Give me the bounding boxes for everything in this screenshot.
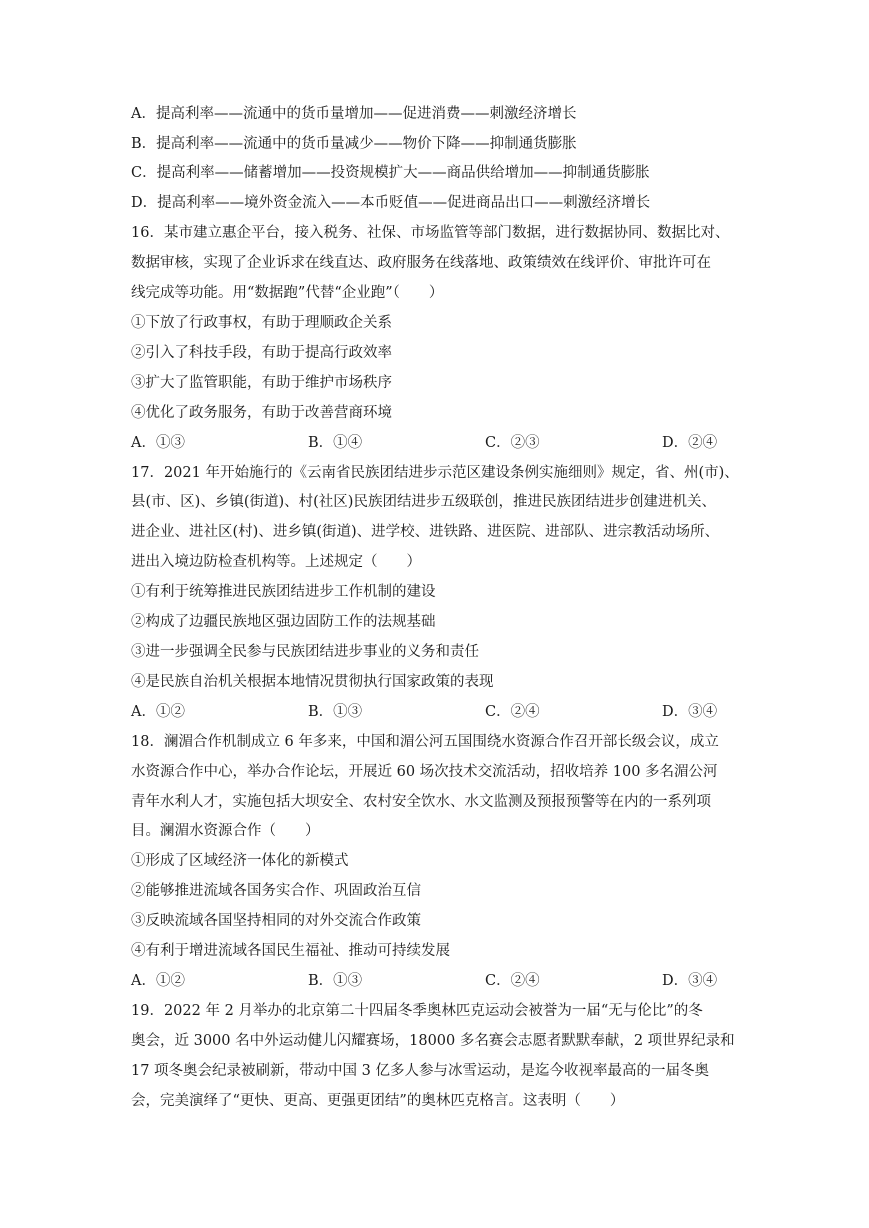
q16-statement-2: ②引入了科技手段，有助于提高行政效率 — [131, 345, 392, 361]
q15-option-c: C．提高利率——储蓄增加——投资规模扩大——商品供给增加——抑制通货膨胀 — [131, 165, 650, 181]
q17-stem-line: 县(市、区)、乡镇(街道)、村(社区)民族团结进步五级联创，推进民族团结进步创建进机关、 — [131, 494, 716, 510]
q16-choice-d[interactable]: D．②④ — [662, 435, 718, 451]
q18-stem-line: 18．澜湄合作机制成立 6 年多来，中国和湄公河五国围绕水资源合作召开部长级会议，成立 — [131, 734, 719, 750]
q19-stem-line: 17 项冬奥会纪录被刷新，带动中国 3 亿多人参与冰雪运动，是迄今收视率最高的一届冬奥 — [131, 1063, 709, 1079]
q19-stem-line: 19．2022 年 2 月举办的北京第二十四届冬季奥林匹克运动会被誉为一届“无与伦比”的冬 — [131, 1003, 703, 1019]
q19-stem-line: 会，完美演绎了“更快、更高、更强更团结”的奥林匹克格言。这表明（ ） — [131, 1093, 625, 1109]
q18-stem-line: 水资源合作中心，举办合作论坛，开展近 60 场次技术交流活动，招收培养 100 多名湄公河 — [131, 764, 718, 780]
q18-choices — [131, 971, 741, 991]
q17-choice-a[interactable]: A．①② — [131, 704, 185, 720]
q16-stem-line: 16．某市建立惠企平台，接入税务、社保、市场监管等部门数据，进行数据协同、数据比对、 — [131, 225, 730, 241]
q16-choice-c[interactable]: C．②③ — [485, 435, 540, 451]
q17-stem-line: 进企业、进社区(村)、进乡镇(街道)、进学校、进铁路、进医院、进部队、进宗教活动场所、 — [131, 524, 720, 540]
q18-statement-2: ②能够推进流域各国务实合作、巩固政治互信 — [131, 883, 421, 899]
q19-stem-line: 奥会，近 3000 名中外运动健儿闪耀赛场，18000 多名赛会志愿者默默奉献，2 项世界纪录和 — [131, 1033, 735, 1049]
q18-stem-line: 青年水利人才，实施包括大坝安全、农村安全饮水、水文监测及预报预警等在内的一系列项 — [131, 794, 711, 810]
q16-stem-line: 线完成等功能。用“数据跑”代替“企业跑”（ ） — [131, 285, 444, 301]
q15-option-b: B．提高利率——流通中的货币量减少——物价下降——抑制通货膨胀 — [131, 136, 577, 152]
q17-choice-b[interactable]: B．①③ — [308, 704, 363, 720]
q17-stem-line: 17．2021 年开始施行的《云南省民族团结进步示范区建设条例实施细则》规定，省、州(市)、 — [131, 465, 739, 481]
q17-statement-2: ②构成了边疆民族地区强边固防工作的法规基础 — [131, 614, 436, 630]
q16-choices — [131, 433, 741, 453]
q18-choice-b[interactable]: B．①③ — [308, 973, 363, 989]
q18-statement-4: ④有利于增进流域各国民生福祉、推动可持续发展 — [131, 943, 450, 959]
q15-option-d: D．提高利率——境外资金流入——本币贬值——促进商品出口——刺激经济增长 — [131, 195, 651, 211]
q18-choice-c[interactable]: C．②④ — [485, 973, 540, 989]
q16-choice-b[interactable]: B．①④ — [308, 435, 363, 451]
q17-choice-d[interactable]: D．③④ — [662, 704, 718, 720]
q17-statement-3: ③进一步强调全民参与民族团结进步事业的义务和责任 — [131, 644, 479, 660]
q17-statement-1: ①有利于统筹推进民族团结进步工作机制的建设 — [131, 584, 436, 600]
q18-statement-1: ①形成了区域经济一体化的新模式 — [131, 853, 349, 869]
q16-statement-4: ④优化了政务服务，有助于改善营商环境 — [131, 405, 392, 421]
q16-statement-1: ①下放了行政事权，有助于理顺政企关系 — [131, 315, 392, 331]
q17-statement-4: ④是民族自治机关根据本地情况贯彻执行国家政策的表现 — [131, 674, 494, 690]
q18-choice-d[interactable]: D．③④ — [662, 973, 718, 989]
q17-stem-line: 进出入境边防检查机构等。上述规定（ ） — [131, 554, 421, 570]
q17-choice-c[interactable]: C．②④ — [485, 704, 540, 720]
q17-choices — [131, 702, 741, 722]
q16-statement-3: ③扩大了监管职能，有助于维护市场秩序 — [131, 375, 392, 391]
q16-stem-line: 数据审核，实现了企业诉求在线直达、政府服务在线落地、政策绩效在线评价、审批许可在 — [131, 255, 711, 271]
q18-statement-3: ③反映流域各国坚持相同的对外交流合作政策 — [131, 913, 421, 929]
q16-choice-a[interactable]: A．①③ — [131, 435, 185, 451]
q15-option-a: A．提高利率——流通中的货币量增加——促进消费——刺激经济增长 — [131, 106, 577, 122]
q18-stem-line: 目。澜湄水资源合作（ ） — [131, 823, 320, 839]
q18-choice-a[interactable]: A．①② — [131, 973, 185, 989]
